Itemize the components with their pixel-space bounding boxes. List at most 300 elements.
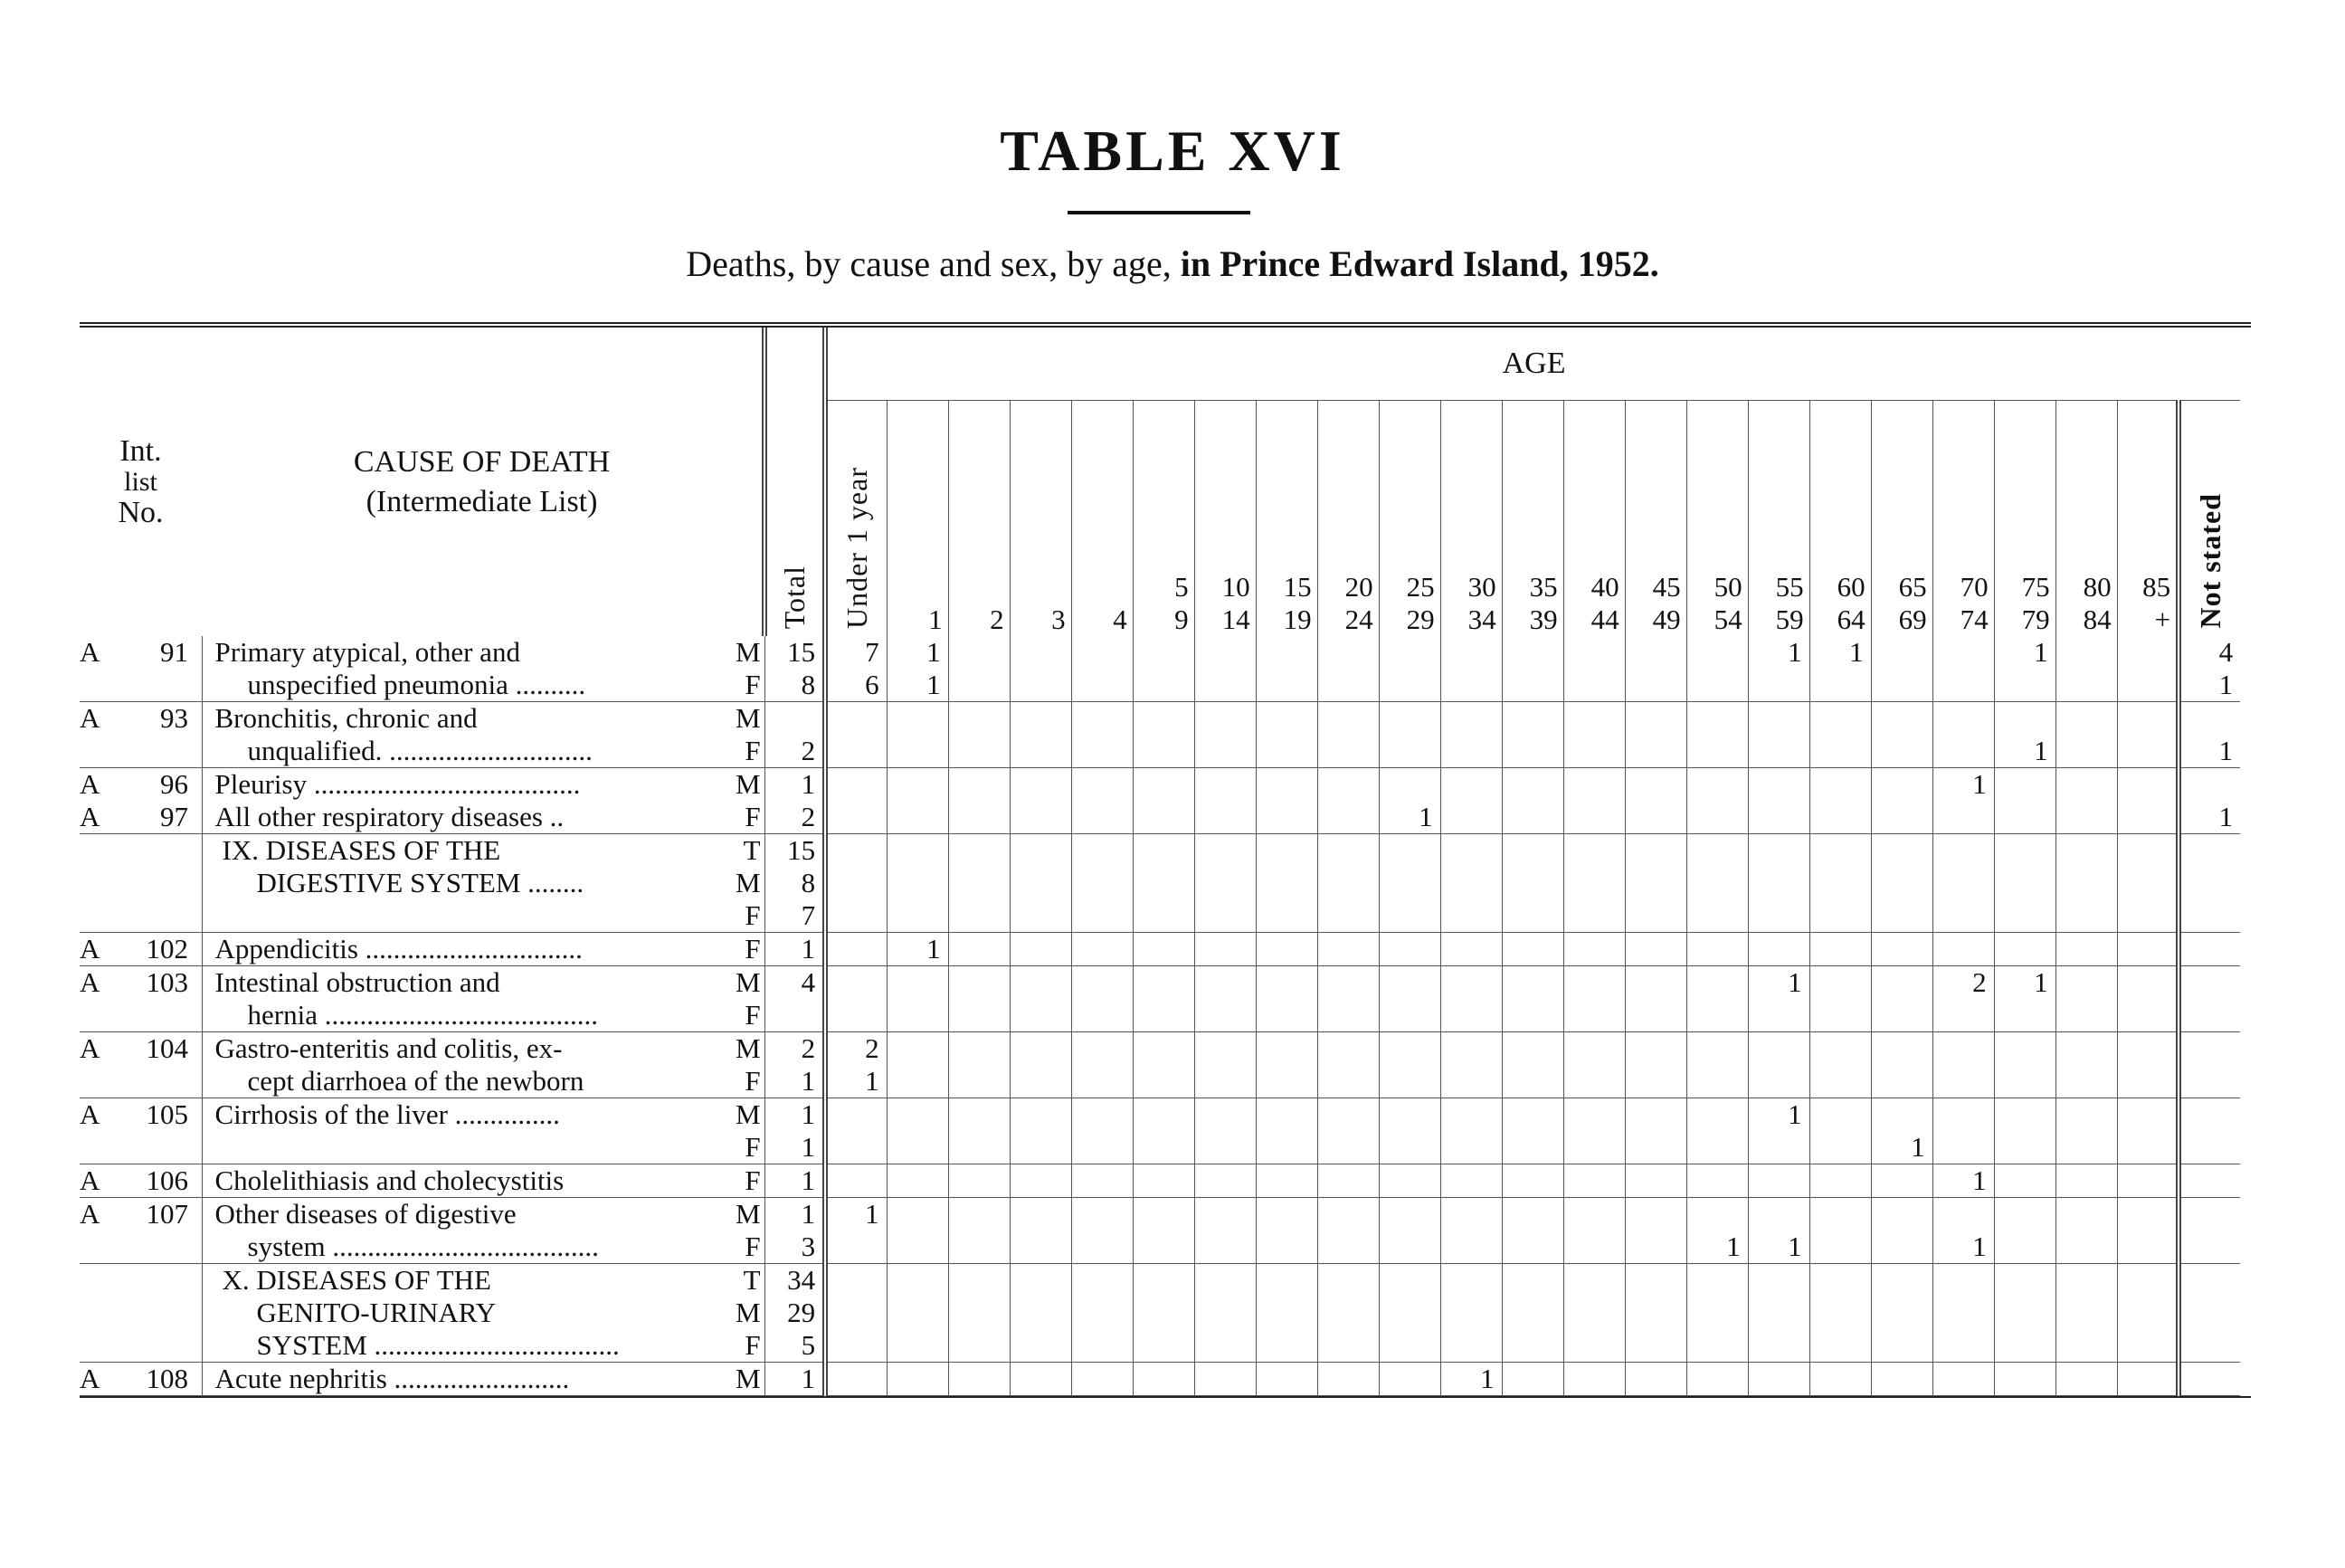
age-value	[1748, 1065, 1809, 1098]
cause-of-death: SYSTEM ...................................	[202, 1329, 736, 1363]
age-value	[1379, 1363, 1440, 1396]
cause-of-death: Intestinal obstruction and	[214, 966, 500, 998]
age-group-to: 59	[1775, 603, 1804, 635]
age-value	[1871, 899, 1932, 933]
age-value	[2055, 867, 2117, 899]
age-value	[1871, 669, 1932, 702]
int-list-num: 106	[146, 1164, 188, 1196]
age-value: 1	[887, 669, 948, 702]
age-value	[1256, 1231, 1317, 1264]
age-value	[2055, 1164, 2117, 1198]
age-value	[887, 1231, 948, 1264]
not-stated-value: 4	[2179, 636, 2240, 669]
age-value	[1809, 1231, 1871, 1264]
age-value	[1994, 933, 2055, 966]
age-value: 1	[1994, 735, 2055, 768]
age-value	[1010, 1164, 1071, 1198]
age-value	[1256, 1164, 1317, 1198]
int-list-letter: A	[80, 636, 100, 668]
age-value	[1379, 899, 1440, 933]
age-group-header	[1317, 401, 1379, 637]
age-value	[1256, 1032, 1317, 1066]
age-value	[2117, 933, 2179, 966]
age-value	[1440, 1131, 1502, 1164]
age-value	[1071, 1363, 1133, 1396]
age-value	[887, 768, 948, 802]
age-value	[948, 834, 1010, 868]
age-value	[1994, 1363, 2055, 1396]
int-list-number	[80, 1363, 202, 1396]
total-header-label: Total	[778, 565, 812, 629]
age-value	[1440, 1297, 1502, 1329]
age-value	[1871, 1198, 1932, 1231]
age-value	[825, 999, 887, 1032]
age-value	[1071, 966, 1133, 1000]
age-value	[1256, 966, 1317, 1000]
age-value	[1194, 1098, 1256, 1132]
age-value	[948, 1098, 1010, 1132]
age-value	[1871, 735, 1932, 768]
age-value	[1502, 1098, 1563, 1132]
age-group-to: 79	[2021, 603, 2050, 635]
age-value	[1256, 1065, 1317, 1098]
age-value	[948, 867, 1010, 899]
age-value	[1317, 1065, 1379, 1098]
age-group-from: 25	[1406, 571, 1435, 603]
age-value	[1379, 1297, 1440, 1329]
table-row	[80, 966, 2240, 1000]
cause-of-death: Gastro-enteritis and colitis, ex-	[214, 1032, 563, 1064]
age-value: 1	[1994, 966, 2055, 1000]
sex: F	[736, 1231, 764, 1264]
age-value	[1379, 1131, 1440, 1164]
age-value	[1071, 669, 1133, 702]
age-group-header	[1563, 401, 1625, 637]
age-value	[1194, 867, 1256, 899]
age-value	[825, 966, 887, 1000]
age-value	[1625, 867, 1686, 899]
age-value	[1625, 966, 1686, 1000]
sex: F	[736, 1329, 764, 1363]
age-value	[1194, 735, 1256, 768]
int-list-header	[80, 328, 202, 636]
age-value	[1502, 1264, 1563, 1297]
age-value	[1256, 636, 1317, 669]
age-value	[1871, 1363, 1932, 1396]
age-value	[948, 933, 1010, 966]
age-group-from: 70	[1960, 571, 1989, 603]
cause-of-death: Bronchitis, chronic and	[214, 702, 478, 734]
cause-of-death	[202, 1131, 736, 1164]
not-stated-value	[2179, 1297, 2240, 1329]
age-value	[825, 899, 887, 933]
not-stated-value: 1	[2179, 669, 2240, 702]
table-row	[80, 899, 2240, 933]
age-value	[1440, 834, 1502, 868]
int-list-number	[80, 1032, 202, 1066]
age-value	[1010, 966, 1071, 1000]
age-group-from: 20	[1344, 571, 1373, 603]
age-value	[2055, 1363, 2117, 1396]
age-value	[1256, 999, 1317, 1032]
age-value	[2055, 1198, 2117, 1231]
not-stated-value	[2179, 1065, 2240, 1098]
age-value	[2055, 1098, 2117, 1132]
age-value	[825, 933, 887, 966]
age-value	[1563, 1329, 1625, 1363]
sex: F	[736, 999, 764, 1032]
age-value	[1502, 801, 1563, 834]
cause-of-death: X. DISEASES OF THE	[222, 1264, 491, 1296]
int-list-letter: A	[80, 1363, 100, 1394]
age-value	[1994, 834, 2055, 868]
age-value	[1071, 1329, 1133, 1363]
age-value	[1809, 735, 1871, 768]
age-value	[1748, 1032, 1809, 1066]
age-value	[1563, 933, 1625, 966]
age-value	[1440, 636, 1502, 669]
age-value	[887, 867, 948, 899]
age-group-from: 5	[1174, 571, 1189, 603]
age-value	[1256, 702, 1317, 736]
age-value	[948, 1363, 1010, 1396]
age-value	[1563, 834, 1625, 868]
int-list-letter: A	[80, 1198, 100, 1230]
age-value	[1440, 1329, 1502, 1363]
total-value: 15	[764, 834, 825, 868]
int-list-letter: A	[80, 768, 100, 800]
age-value	[1502, 1032, 1563, 1066]
age-value	[1502, 834, 1563, 868]
age-value	[948, 702, 1010, 736]
age-value: 1	[887, 933, 948, 966]
age-value	[1502, 1329, 1563, 1363]
age-value	[1932, 1264, 1994, 1297]
age-value	[1502, 702, 1563, 736]
age-value	[1194, 801, 1256, 834]
age-group-header	[1809, 401, 1871, 637]
age-value	[1809, 1098, 1871, 1132]
age-value	[1625, 1065, 1686, 1098]
age-value	[2117, 1363, 2179, 1396]
age-value	[1440, 999, 1502, 1032]
age-value	[1625, 933, 1686, 966]
age-group-from: 45	[1652, 571, 1681, 603]
age-value	[1994, 899, 2055, 933]
age-value	[948, 669, 1010, 702]
age-value	[1317, 1131, 1379, 1164]
age-value	[1317, 1164, 1379, 1198]
age-group-header	[1194, 401, 1256, 637]
age-value	[825, 1131, 887, 1164]
age-value	[1563, 867, 1625, 899]
age-value	[1502, 1198, 1563, 1231]
table-row	[80, 801, 2240, 834]
int-list-number	[80, 1065, 202, 1098]
age-value	[1686, 1164, 1748, 1198]
age-value	[2117, 669, 2179, 702]
age-value	[1563, 669, 1625, 702]
age-value: 1	[1932, 1231, 1994, 1264]
age-group-header	[887, 401, 948, 637]
age-value	[1502, 669, 1563, 702]
age-value	[1748, 933, 1809, 966]
age-value	[1010, 1297, 1071, 1329]
age-value	[825, 768, 887, 802]
age-group-header	[1748, 401, 1809, 637]
age-value	[1440, 867, 1502, 899]
not-stated-value	[2179, 1164, 2240, 1198]
age-value	[1809, 1198, 1871, 1231]
age-value	[1809, 1363, 1871, 1396]
age-value	[1686, 966, 1748, 1000]
table-row	[80, 1363, 2240, 1396]
age-value	[2055, 966, 2117, 1000]
age-value	[2117, 702, 2179, 736]
age-value	[1809, 899, 1871, 933]
age-value	[1871, 999, 1932, 1032]
age-value	[1317, 933, 1379, 966]
age-value	[1748, 1131, 1809, 1164]
age-group-to: 19	[1283, 603, 1312, 635]
age-value	[1133, 735, 1194, 768]
age-value	[1625, 1098, 1686, 1132]
age-value	[1379, 702, 1440, 736]
age-value	[1686, 899, 1748, 933]
age-group-to: 39	[1529, 603, 1558, 635]
age-value	[1686, 768, 1748, 802]
int-list-number	[80, 1329, 202, 1363]
age-value	[1379, 933, 1440, 966]
age-group-header	[1686, 401, 1748, 637]
table-row	[80, 1231, 2240, 1264]
age-value	[825, 801, 887, 834]
age-value	[1625, 899, 1686, 933]
cause-of-death: IX. DISEASES OF THE	[222, 834, 501, 866]
not-stated-value	[2179, 933, 2240, 966]
age-value	[1071, 768, 1133, 802]
age-value	[1194, 1032, 1256, 1066]
cause-of-death: GENITO-URINARY	[256, 1297, 497, 1328]
age-value	[1379, 966, 1440, 1000]
sex: T	[736, 1264, 764, 1297]
table-row	[80, 1297, 2240, 1329]
table-row	[80, 1098, 2240, 1132]
age-group-to: 4	[1113, 603, 1127, 635]
cause-of-death: Cirrhosis of the liver ...............	[214, 1098, 560, 1130]
age-value	[1686, 1098, 1748, 1132]
age-value	[1932, 899, 1994, 933]
age-value	[1071, 867, 1133, 899]
int-list-num: 91	[160, 636, 188, 668]
age-value	[1932, 735, 1994, 768]
int-list-num: 105	[146, 1098, 188, 1130]
age-value	[2055, 899, 2117, 933]
age-value	[1871, 636, 1932, 669]
age-group-header	[1379, 401, 1440, 637]
age-value	[1440, 735, 1502, 768]
table-row	[80, 1198, 2240, 1231]
age-value	[1071, 1231, 1133, 1264]
age-value	[2117, 1198, 2179, 1231]
age-value	[1502, 1231, 1563, 1264]
age-value	[1748, 834, 1809, 868]
sex: F	[736, 801, 764, 834]
age-value	[1748, 1363, 1809, 1396]
int-list-number	[80, 669, 202, 702]
age-value	[1379, 834, 1440, 868]
age-group-header	[1440, 401, 1502, 637]
title-rule	[1068, 211, 1250, 214]
table-row	[80, 636, 2240, 669]
age-value	[948, 1264, 1010, 1297]
age-value	[1748, 801, 1809, 834]
age-group-to: 2	[990, 603, 1004, 635]
age-value	[1317, 768, 1379, 802]
age-value	[1440, 1164, 1502, 1198]
age-value	[1563, 1065, 1625, 1098]
age-value	[1010, 1131, 1071, 1164]
age-value	[1686, 1297, 1748, 1329]
total-value: 5	[764, 1329, 825, 1363]
age-group-to: 64	[1837, 603, 1866, 635]
age-group-header	[1256, 401, 1317, 637]
age-value	[1563, 899, 1625, 933]
age-value	[1502, 1297, 1563, 1329]
age-value	[1317, 1231, 1379, 1264]
age-value	[948, 1065, 1010, 1098]
cause-of-death: Appendicitis ...............................	[202, 933, 736, 966]
age-group-from: 85	[2142, 571, 2171, 603]
age-value	[1440, 899, 1502, 933]
total-value: 1	[764, 1198, 825, 1231]
age-value	[1440, 669, 1502, 702]
table-row	[80, 999, 2240, 1032]
age-value	[1379, 999, 1440, 1032]
age-value	[1010, 801, 1071, 834]
age-value	[1010, 1032, 1071, 1066]
age-value	[2055, 1231, 2117, 1264]
total-value: 8	[764, 867, 825, 899]
age-value	[1563, 801, 1625, 834]
age-value	[2055, 702, 2117, 736]
cause-of-death: Primary atypical, other and	[214, 636, 520, 668]
age-value	[1440, 1098, 1502, 1132]
age-value	[1994, 999, 2055, 1032]
age-value	[1686, 1329, 1748, 1363]
age-value	[1133, 702, 1194, 736]
age-group-to: 34	[1467, 603, 1496, 635]
age-value	[2055, 834, 2117, 868]
age-group-to: 14	[1221, 603, 1250, 635]
age-value	[1256, 768, 1317, 802]
age-value	[2117, 768, 2179, 802]
age-value	[1932, 1329, 1994, 1363]
age-value	[1133, 1363, 1194, 1396]
total-value: 2	[764, 801, 825, 834]
age-value	[2055, 1032, 2117, 1066]
age-value	[1932, 834, 1994, 868]
age-value	[1194, 899, 1256, 933]
age-value	[1686, 933, 1748, 966]
age-group-to: 54	[1714, 603, 1742, 635]
age-value	[1809, 1164, 1871, 1198]
int-list-letter: A	[80, 1032, 100, 1064]
age-group-header	[1994, 401, 2055, 637]
sex: M	[736, 966, 764, 1000]
table-row	[80, 1164, 2240, 1198]
cause-of-death: unqualified. .............................	[202, 735, 736, 768]
age-value	[887, 735, 948, 768]
age-value	[948, 1231, 1010, 1264]
age-value	[1809, 768, 1871, 802]
age-group-header	[1071, 401, 1133, 637]
age-value	[1809, 834, 1871, 868]
age-value	[1994, 867, 2055, 899]
age-value	[1871, 1098, 1932, 1132]
age-value: 1	[1686, 1231, 1748, 1264]
age-value	[1563, 1297, 1625, 1329]
age-value	[2117, 1231, 2179, 1264]
age-value	[1748, 735, 1809, 768]
table-row	[80, 669, 2240, 702]
age-value	[1686, 636, 1748, 669]
age-group-to: 74	[1960, 603, 1989, 635]
total-value: 1	[764, 1065, 825, 1098]
age-value	[1133, 801, 1194, 834]
age-value	[1871, 768, 1932, 802]
age-value	[1563, 1131, 1625, 1164]
cause-of-death: Other diseases of digestive	[214, 1198, 517, 1230]
age-value	[1994, 1032, 2055, 1066]
int-list-number	[80, 933, 202, 966]
cause-header-line1: CAUSE OF DEATH	[353, 444, 611, 479]
table-row	[80, 867, 2240, 899]
age-value	[1625, 1363, 1686, 1396]
age-value	[1317, 867, 1379, 899]
age-value	[1625, 801, 1686, 834]
age-value: 1	[1748, 636, 1809, 669]
age-value	[1133, 768, 1194, 802]
age-value	[887, 966, 948, 1000]
total-value: 2	[764, 1032, 825, 1066]
age-value	[1133, 1198, 1194, 1231]
age-value	[1379, 669, 1440, 702]
age-value	[1563, 966, 1625, 1000]
total-value	[764, 999, 825, 1032]
age-value	[1686, 1363, 1748, 1396]
age-value	[1010, 867, 1071, 899]
age-value	[2055, 999, 2117, 1032]
sex: M	[736, 768, 764, 802]
age-value	[1748, 1297, 1809, 1329]
age-value	[1010, 834, 1071, 868]
age-value	[825, 1264, 887, 1297]
age-value	[1994, 669, 2055, 702]
cause-of-death: unspecified pneumonia ..........	[202, 669, 736, 702]
age-value	[887, 1098, 948, 1132]
cause-header-line2: (Intermediate List)	[366, 484, 598, 518]
age-value	[1133, 1065, 1194, 1098]
age-value	[1194, 1131, 1256, 1164]
age-value	[1256, 801, 1317, 834]
age-value: 1	[825, 1065, 887, 1098]
age-group-to: 1	[928, 603, 943, 635]
age-value: 1	[825, 1198, 887, 1231]
age-value	[1994, 1098, 2055, 1132]
age-value	[887, 1131, 948, 1164]
age-value	[2117, 1032, 2179, 1066]
